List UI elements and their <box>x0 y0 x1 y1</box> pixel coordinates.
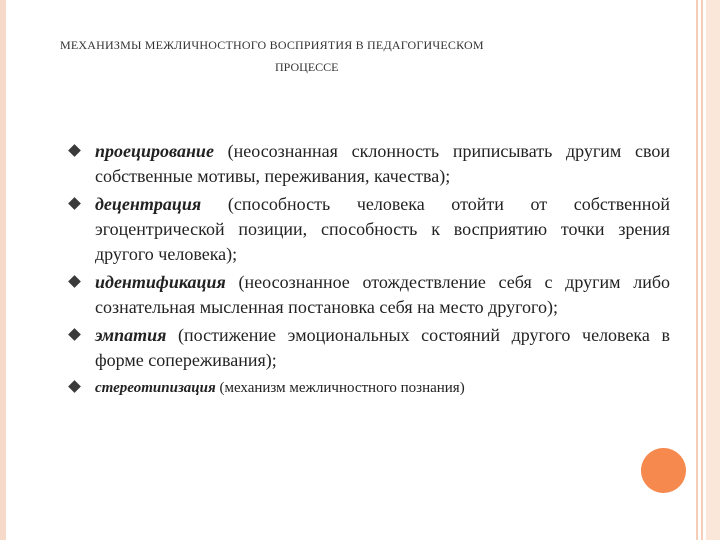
diamond-bullet-icon <box>68 328 81 341</box>
definition-identification: (неосознанное отождествление себя с другим либо сознательная мысленная постановка себя на место другого); <box>95 272 670 317</box>
list-item-projection <box>70 139 670 189</box>
diamond-bullet-icon <box>68 197 81 210</box>
left-frame-border <box>0 0 6 540</box>
definition-decentration: (способность человека отойти от собственной эгоцентрической позиции, способность к восприятию точки зрения другого человека); <box>95 194 670 264</box>
term-decentration: децентрация <box>95 194 202 214</box>
list-item-stereotyping <box>70 376 670 401</box>
right-frame-band <box>706 0 720 540</box>
slide-title-line2: ПРОЦЕССЕ <box>275 60 339 74</box>
list-item-decentration <box>70 192 670 267</box>
term-identification: идентификация <box>95 272 226 292</box>
definition-projection: (неосознанная склонность приписывать другим свои собственные мотивы, переживания, качества); <box>95 141 670 186</box>
term-empathy: эмпатия <box>95 325 167 345</box>
diamond-bullet-icon <box>68 380 81 393</box>
definition-stereotyping: (механизм межличностного познания) <box>215 380 465 396</box>
diamond-bullet-icon <box>68 275 81 288</box>
slide-title-line1: МЕХАНИЗМЫ МЕЖЛИЧНОСТНОГО ВОСПРИЯТИЯ В ПЕДАГОГИЧЕСКОМ <box>60 38 484 52</box>
list-item-empathy <box>70 323 670 373</box>
decorative-circle <box>641 448 686 493</box>
list-item-identification <box>70 270 670 320</box>
definition-empathy: (постижение эмоциональных состояний другого человека в форме сопереживания); <box>95 325 670 370</box>
term-stereotyping: стереотипизация <box>95 380 216 396</box>
diamond-bullet-icon <box>68 144 81 157</box>
right-frame-line-inner <box>701 0 703 540</box>
mechanisms-list <box>70 139 670 404</box>
right-frame-line-outer <box>696 0 698 540</box>
term-projection: проецирование <box>95 141 214 161</box>
